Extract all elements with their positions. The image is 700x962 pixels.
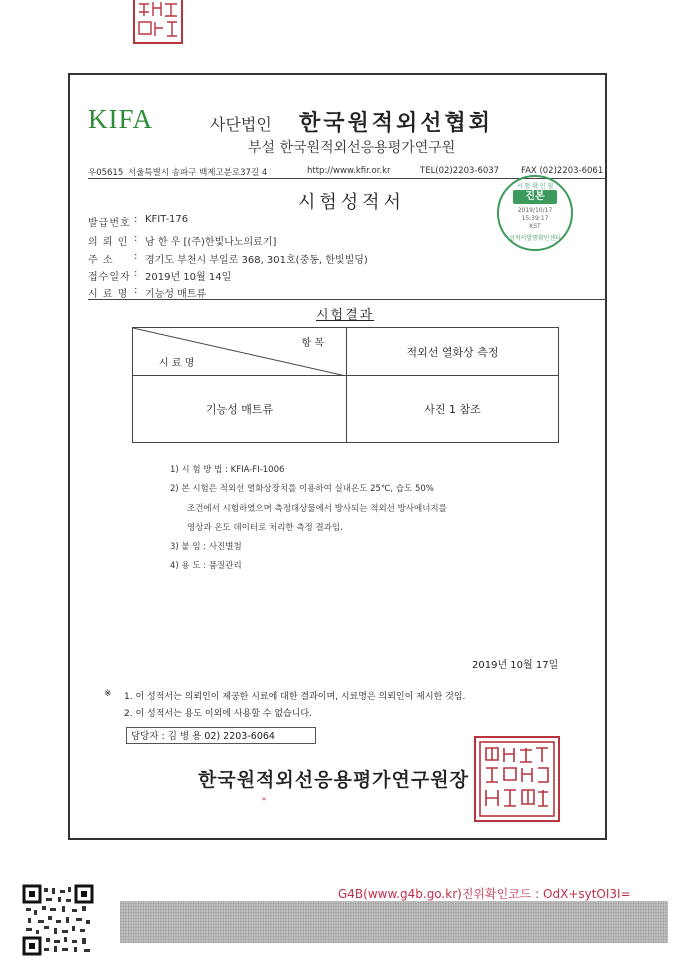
info-divider: [88, 299, 606, 300]
results-heading: 시험결과: [316, 308, 375, 323]
info-label-issue-no: 발급번호: [88, 218, 131, 229]
note-test-condition: 2) 본 시험은 적외선 열화상장치를 이용하여 실내온도 25℃, 습도 50%: [170, 484, 434, 494]
org-prefix: 사단법인: [210, 115, 272, 134]
info-colon: :: [134, 251, 138, 262]
top-seal-glyphs: [135, 0, 181, 42]
top-official-seal: [133, 0, 183, 44]
red-mark-icon: *: [262, 796, 266, 805]
verification-code: G4B(www.g4b.go.kr)진위확인코드 : OdX+sytOI3I=: [338, 887, 631, 901]
note-test-method: 1) 시 험 방 법 : KFIA-FI-1006: [170, 465, 285, 475]
info-label-client: 의 뢰 인: [88, 237, 129, 248]
info-colon: :: [134, 285, 138, 296]
info-label-sample: 시 료 명: [88, 289, 129, 300]
stamp-tz: KST: [529, 223, 541, 230]
fax-number: FAX (02)2203-6061: [521, 166, 604, 176]
qr-code-pattern: [22, 884, 94, 956]
cell-result: 사진 1 참조: [347, 376, 559, 443]
website-link[interactable]: http://www.kfir.or.kr: [307, 166, 391, 176]
org-subtitle: 부설 한국원적외선응용평가연구원: [248, 140, 456, 156]
stamp-bottom-text: 성적서발행확인센터: [508, 235, 562, 242]
stamp-center-label: 진본: [513, 190, 557, 204]
contact-box: 담당자 : 김 병 용 02) 2203-6064: [126, 727, 316, 744]
institute-seal-glyphs: [476, 738, 558, 820]
org-name: 한국원적외선협회: [299, 111, 494, 136]
note-purpose: 4) 용 도 : 품질관리: [170, 561, 242, 571]
diag-bottom-label: 시 료 명: [159, 358, 195, 369]
security-pattern: [120, 901, 668, 943]
institute-official-seal: [474, 736, 560, 822]
institute-name: 한국원적외선응용평가연구원장: [198, 769, 469, 791]
cell-sample-name: 기능성 매트류: [133, 376, 347, 443]
info-label-address: 주 소: [88, 255, 114, 266]
table-diagonal-header: [133, 328, 347, 376]
address: 서울특별시 송파구 백제고분로37길 4: [128, 168, 268, 178]
info-label-received: 접수일자: [88, 272, 131, 283]
stamp-time: 15:39:17: [521, 215, 549, 222]
stamp-top-text: 시 험 확 인 필: [516, 183, 554, 190]
results-table: [132, 327, 559, 443]
note-test-condition-cont2: 영상과 온도 데이터로 처리한 측정 결과임.: [187, 523, 343, 533]
info-value-issue-no: KFIT-176: [145, 214, 189, 225]
issue-date: 2019년 10월 17일: [472, 660, 559, 671]
info-value-received: 2019년 10월 14일: [145, 272, 232, 283]
kifa-logo: KIFA: [88, 104, 154, 134]
postal-code: 우05615: [88, 168, 124, 178]
tel-number: TEL(02)2203-6037: [420, 166, 500, 176]
verification-stamp: [497, 175, 573, 251]
footnote-mark: ※: [104, 689, 112, 699]
info-colon: :: [134, 233, 138, 244]
footnote-1: 1. 이 성적서는 의뢰인이 제공한 시료에 대한 결과이며, 시료명은 의뢰인이 제시한 것임.: [124, 692, 466, 702]
info-colon: :: [134, 214, 138, 225]
note-attachment: 3) 붙 임 : 사진별첨: [170, 542, 242, 552]
stamp-date: 2019/10/17: [517, 207, 553, 214]
qr-code: [22, 884, 94, 956]
info-value-sample: 기능성 매트류: [145, 289, 207, 300]
info-colon: :: [134, 268, 138, 279]
footnote-2: 2. 이 성적서는 용도 이외에 사용할 수 없습니다.: [124, 709, 312, 719]
document-title: 시험성적서: [298, 192, 405, 213]
info-value-address: 경기도 부천시 부일로 368, 301호(중동, 한빛빌딩): [145, 255, 368, 266]
note-test-condition-cont1: 조건에서 시험하였으며 측정대상물에서 방사되는 적외선 방사에너지를: [187, 504, 447, 514]
column-header-measurement: 적외선 열화상 측정: [347, 328, 559, 376]
diag-top-label: 항 목: [301, 338, 324, 349]
info-value-client: 남 한 우 [(주)한빛나노의료기]: [145, 237, 277, 248]
